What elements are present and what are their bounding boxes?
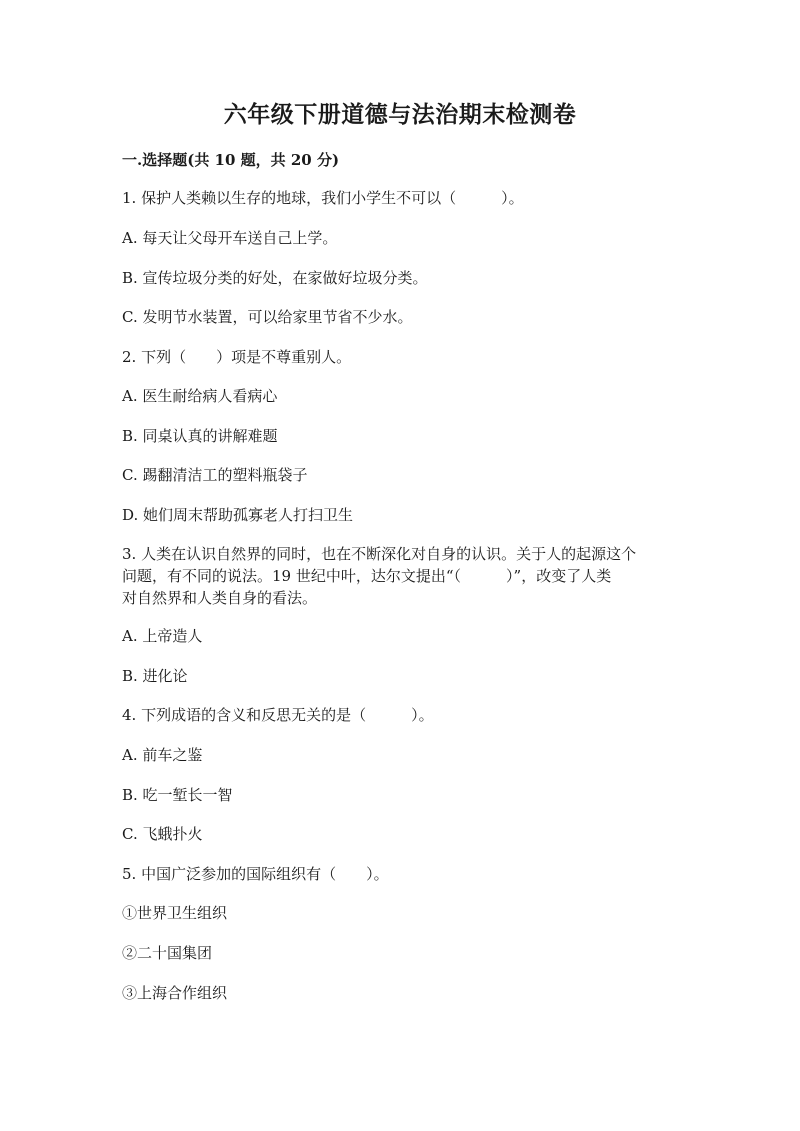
question-5-item-2: ②二十国集团 xyxy=(122,944,213,962)
section-heading: 一.选择题(共 10 题，共 20 分) xyxy=(122,151,340,169)
page-title: 六年级下册道德与法治期末检测卷 xyxy=(223,101,577,128)
question-1-option-b: B. 宣传垃圾分类的好处，在家做好垃圾分类。 xyxy=(122,269,428,287)
question-4-stem: 4. 下列成语的含义和反思无关的是（ ）。 xyxy=(122,706,434,724)
question-3-stem-line-1: 3. 人类在认识自然界的同时，也在不断深化对自身的认识。关于人的起源这个 xyxy=(122,545,637,563)
question-2-option-b: B. 同桌认真的讲解难题 xyxy=(122,427,278,445)
question-3-stem-line-2: 问题，有不同的说法。19 世纪中叶，达尔文提出“（ ）”，改变了人类 xyxy=(122,567,612,585)
question-3-option-a: A. 上帝造人 xyxy=(122,627,203,645)
question-1-option-a: A. 每天让父母开车送自己上学。 xyxy=(122,229,338,247)
question-4-option-a: A. 前车之鉴 xyxy=(122,746,203,764)
question-2-option-d: D. 她们周末帮助孤寡老人打扫卫生 xyxy=(122,506,354,524)
question-4-option-c: C. 飞蛾扑火 xyxy=(122,825,203,843)
question-4-option-b: B. 吃一堑长一智 xyxy=(122,786,233,804)
question-5-item-3: ③上海合作组织 xyxy=(122,984,228,1002)
question-1-stem: 1. 保护人类赖以生存的地球，我们小学生不可以（ ）。 xyxy=(122,189,524,207)
question-5-item-1: ①世界卫生组织 xyxy=(122,904,228,922)
question-3-stem-line-3: 对自然界和人类自身的看法。 xyxy=(122,589,318,607)
question-3-stem xyxy=(122,543,682,609)
question-5-stem: 5. 中国广泛参加的国际组织有（ ）。 xyxy=(122,865,389,883)
question-2-option-a: A. 医生耐给病人看病心 xyxy=(122,387,278,405)
question-1-option-c: C. 发明节水装置，可以给家里节省不少水。 xyxy=(122,308,413,326)
question-3-option-b: B. 进化论 xyxy=(122,667,188,685)
question-2-stem: 2. 下列（ ）项是不尊重别人。 xyxy=(122,348,352,366)
question-2-option-c: C. 踢翻清洁工的塑料瓶袋子 xyxy=(122,466,308,484)
